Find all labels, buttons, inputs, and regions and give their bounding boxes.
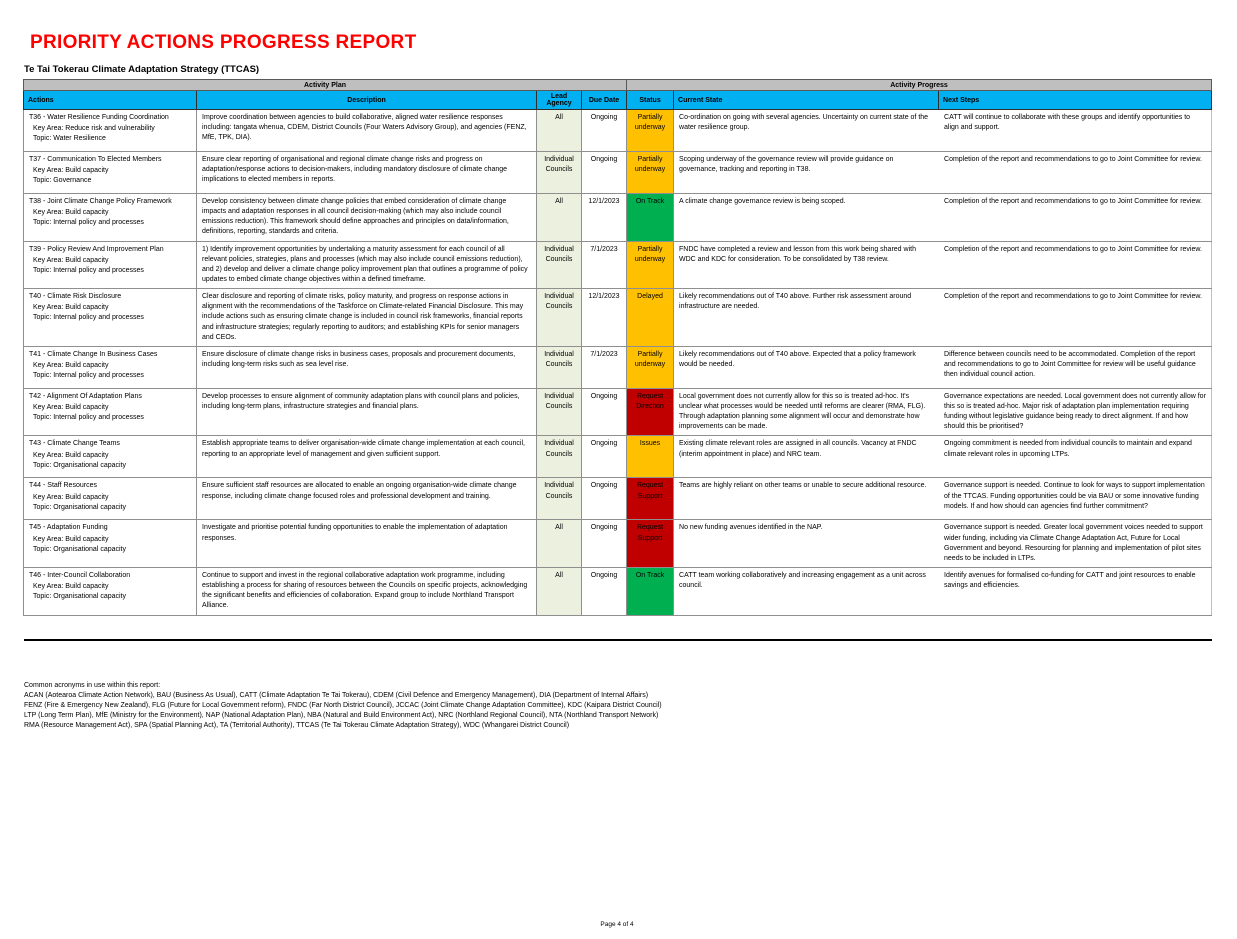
action-cell [24,289,197,347]
action-title: T37 - Communication To Elected Members [29,156,162,163]
status-cell: On Track [627,567,674,615]
next-steps-cell: Difference between councils need to be accommodated. Completion of the report and recommendations to go to Joint Committee for review will be useful guidance then individual council action. [939,346,1212,388]
page-title: PRIORITY ACTIONS PROGRESS REPORT [30,32,417,53]
group-header-activity-plan: Activity Plan [24,80,627,91]
action-cell [24,346,197,388]
status-cell: Delayed [627,289,674,347]
action-topic: Topic: Organisational capacity [33,593,126,601]
action-key-area: Key Area: Build capacity [33,403,109,411]
next-steps-cell: Governance support is needed. Greater local government voices needed to support wider funding, including via Climate Change Adaptation Act, Future for Local Government and beyond. Resourcing for planning and implementation of pilot sites needs to be included in LTPs. [939,520,1212,568]
action-cell [24,194,197,242]
due-date-cell: Ongoing [582,110,627,152]
action-key-area: Key Area: Build capacity [33,583,109,591]
status-cell: Request Support [627,478,674,520]
lead-agency-cell: Individual Councils [537,346,582,388]
next-steps-cell: Completion of the report and recommendations to go to Joint Committee for review. [939,289,1212,347]
action-title: T43 - Climate Change Teams [29,440,120,448]
next-steps-cell: Governance expectations are needed. Local government does not currently allow for this so is treated ad-hoc. Major risk of adaptation plan implementation requiring funding without legislative guidance being ready to direct alignment. If and how should this be prioritised? [939,388,1212,436]
table-bottom-rule-row [24,615,1212,640]
action-key-area: Key Area: Build capacity [33,535,109,543]
acronyms-line: RMA (Resource Management Act), SPA (Spatial Planning Act), TA (Territorial Authority), TTCAS (Te Tai Tokerau Climate Adaptation Strategy), WDC (Whangarei District Council) [24,722,570,730]
column-header-current-state: Current State [674,91,939,110]
description-cell: Continue to support and invest in the regional collaborative adaptation work programme, including establishing a process for sharing of resources between the Councils on specific projects, acknowledging the significant benefits and efficiencies of collaboration. Expand group to include Northland Transport Alliance. [197,567,537,615]
status-cell: On Track [627,194,674,242]
lead-agency-cell: All [537,110,582,152]
table-row [24,436,1212,478]
current-state-cell: A climate change governance review is being scoped. [674,194,939,242]
lead-agency-cell: All [537,567,582,615]
description-cell: Develop processes to ensure alignment of community adaptation plans with council plans and policies, including long-term plans, infrastructure strategies and financial plans. [197,388,537,436]
next-steps-cell: Identify avenues for formalised co-funding for CATT and joint resources to enable savings and efficiencies. [939,567,1212,615]
column-header-lead-agency: Lead Agency [537,91,582,110]
next-steps-cell: Ongoing commitment is needed from individual councils to maintain and expand climate relevant roles in upcoming LTPs. [939,436,1212,478]
current-state-cell: Likely recommendations out of T40 above. Further risk assessment around infrastructure are needed. [674,289,939,347]
action-cell [24,567,197,615]
action-key-area: Key Area: Build capacity [33,256,109,264]
status-cell: Partially underway [627,152,674,194]
table-row [24,194,1212,242]
current-state-cell: No new funding avenues identified in the NAP. [674,520,939,568]
current-state-cell: Co-ordination on going with several agencies. Uncertainty on current state of the water resilience group. [674,110,939,152]
status-cell: Partially underway [627,346,674,388]
description-cell: Develop consistency between climate change policies that embed consideration of climate change impacts and adaptation responses in all council decision-making (which may also include council emissions reduction). This framework should define approaches and principles on data/information, definitions, reporting, standards and criteria. [197,194,537,242]
action-topic: Topic: Organisational capacity [33,545,126,553]
action-title: T38 - Joint Climate Change Policy Framework [29,198,172,205]
action-key-area: Key Area: Build capacity [33,361,109,369]
page-number: Page 4 of 4 [600,921,634,928]
acronyms-note [24,681,1204,731]
action-cell [24,436,197,478]
acronyms-line: LTP (Long Term Plan), MfE (Ministry for the Environment), NAP (National Adaptation Plan), NBA (Natural and Build Environment Act), NRC (Northland Regional Council), NTA (Northland Transport Network) [24,712,659,720]
action-cell [24,388,197,436]
column-header-description: Description [197,91,537,110]
action-topic: Topic: Internal policy and processes [33,314,144,322]
table-row [24,241,1212,289]
group-header-activity-progress: Activity Progress [627,80,1212,91]
lead-agency-cell: Individual Councils [537,241,582,289]
action-topic: Topic: Governance [33,177,92,185]
table-bottom-rule [24,615,1212,640]
column-header-next-steps: Next Steps [939,91,1212,110]
current-state-cell: Teams are highly reliant on other teams or unable to secure additional resource. [674,478,939,520]
acronyms-line: FENZ (Fire & Emergency New Zealand), FLG (Future for Local Government reform), FNDC (Far North District Council), JCCAC (Joint Climate Change Adaptation Committee), KDC (Kaipara District Council) [24,702,662,710]
action-topic: Topic: Internal policy and processes [33,372,144,380]
column-header-status: Status [627,91,674,110]
acronyms-heading: Common acronyms in use within this report: [24,682,161,690]
action-key-area: Key Area: Build capacity [33,167,109,175]
description-cell: Ensure disclosure of climate change risks in business cases, proposals and procurement documents, including long-term risks such as sea level rise. [197,346,537,388]
current-state-cell: FNDC have completed a review and lesson from this work being shared with WDC and KDC for consideration. To be consolidated by T38 review. [674,241,939,289]
action-topic: Topic: Organisational capacity [33,461,126,469]
current-state-cell: Existing climate relevant roles are assigned in all councils. Vacancy at FNDC (interim appointment in place) and NRC team. [674,436,939,478]
description-cell: Ensure clear reporting of organisational and regional climate change risks and progress on adaptation/response actions to decision-makers, including mandatory disclosure of climate change implications to elected members in reports. [197,152,537,194]
due-date-cell: Ongoing [582,567,627,615]
table-row [24,152,1212,194]
table-row [24,520,1212,568]
table-row [24,567,1212,615]
table-body [24,110,1212,616]
description-cell: Ensure sufficient staff resources are allocated to enable an ongoing organisation-wide climate change response, including climate change focused roles and professional development and training. [197,478,537,520]
action-cell [24,478,197,520]
lead-agency-cell: Individual Councils [537,289,582,347]
action-key-area: Key Area: Reduce risk and vulnerability [33,125,155,133]
priority-actions-table [23,79,1212,641]
action-title: T36 - Water Resilience Funding Coordination [29,114,169,121]
status-cell: Request Support [627,520,674,568]
current-state-cell: Scoping underway of the governance review will provide guidance on governance, tracking and reporting in T38. [674,152,939,194]
current-state-cell: Likely recommendations out of T40 above. Expected that a policy framework would be needed. [674,346,939,388]
due-date-cell: 7/1/2023 [582,346,627,388]
next-steps-cell: Completion of the report and recommendations to go to Joint Committee for review. [939,152,1212,194]
table-row [24,110,1212,152]
action-cell [24,241,197,289]
due-date-cell: 7/1/2023 [582,241,627,289]
column-header-due-date: Due Date [582,91,627,110]
description-cell: Investigate and prioritise potential funding opportunities to enable the implementation of adaptation responses. [197,520,537,568]
action-key-area: Key Area: Build capacity [33,304,109,312]
action-cell [24,152,197,194]
status-cell: Issues [627,436,674,478]
action-topic: Topic: Water Resilience [33,135,106,143]
action-title: T39 - Policy Review And Improvement Plan [29,245,164,253]
due-date-cell: Ongoing [582,520,627,568]
action-topic: Topic: Internal policy and processes [33,266,144,274]
status-cell: Partially underway [627,241,674,289]
report-subtitle: Te Tai Tokerau Climate Adaptation Strategy (TTCAS) [24,64,260,75]
status-cell: Partially underway [627,110,674,152]
action-title: T40 - Climate Risk Disclosure [29,293,122,301]
action-title: T41 - Climate Change In Business Cases [29,350,158,358]
action-title: T42 - Alignment Of Adaptation Plans [29,392,142,400]
lead-agency-cell: All [537,520,582,568]
lead-agency-cell: All [537,194,582,242]
column-header-actions: Actions [24,91,197,110]
due-date-cell: Ongoing [582,388,627,436]
lead-agency-cell: Individual Councils [537,152,582,194]
action-key-area: Key Area: Build capacity [33,209,109,217]
action-cell [24,110,197,152]
due-date-cell: Ongoing [582,436,627,478]
next-steps-cell: CATT will continue to collaborate with these groups and identify opportunities to align and support. [939,110,1212,152]
table-row [24,388,1212,436]
group-header-row [24,80,1212,91]
due-date-cell: 12/1/2023 [582,194,627,242]
action-title: T46 - Inter-Council Collaboration [29,571,131,579]
due-date-cell: 12/1/2023 [582,289,627,347]
due-date-cell: Ongoing [582,152,627,194]
next-steps-cell: Governance support is needed. Continue to look for ways to support implementation of the TTCAS. Funding opportunities could be via BAU or some innovative funding models. If and how should can agencies find further commitment? [939,478,1212,520]
description-cell: Improve coordination between agencies to build collaborative, aligned water resilience responses including: tangata whenua, CDEM, District Councils (Four Waters Advisory Group), and agencies (FENZ, MfE, TPK, DIA). [197,110,537,152]
action-title: T45 - Adaptation Funding [29,524,108,532]
action-topic: Topic: Internal policy and processes [33,219,144,227]
action-key-area: Key Area: Build capacity [33,451,109,459]
action-topic: Topic: Organisational capacity [33,503,126,511]
table-row [24,346,1212,388]
description-cell: Clear disclosure and reporting of climate risks, policy maturity, and progress on response actions in alignment with the recommendations of the Taskforce on Climate-related Financial Disclosure. This may include actions such as ensuring climate change is included in council risk frameworks, financial reports and infrastructure strategies; regularly reporting to auditors; and establishing KPIs for senior managers and CEOs. [197,289,537,347]
current-state-cell: CATT team working collaboratively and increasing engagement as a unit across council. [674,567,939,615]
status-cell: Request Direction [627,388,674,436]
action-title: T44 - Staff Resources [29,482,97,490]
column-header-row [24,91,1212,110]
table-row [24,289,1212,347]
description-cell: 1) Identify improvement opportunities by undertaking a maturity assessment for each council of all relevant policies, strategies, plans and processes (which may also include council emissions reduction), and 2) develop and deliver a climate change policy improvement plan that outlines a programme of policy updates to embed climate change objectives within a defined timeframe. [197,241,537,289]
description-cell: Establish appropriate teams to deliver organisation-wide climate change implementation at each council, reporting to an appropriate level of management and given sufficient support. [197,436,537,478]
lead-agency-cell: Individual Councils [537,478,582,520]
table-row [24,478,1212,520]
lead-agency-cell: Individual Councils [537,388,582,436]
lead-agency-cell: Individual Councils [537,436,582,478]
action-cell [24,520,197,568]
action-key-area: Key Area: Build capacity [33,493,109,501]
due-date-cell: Ongoing [582,478,627,520]
action-topic: Topic: Internal policy and processes [33,414,144,422]
current-state-cell: Local government does not currently allow for this so is treated ad-hoc. It's unclear what processes would be needed until reforms are clearer (RMA, FLG). Through adaptation planning some alignment will occur and demonstrate how improvements can be made. [674,388,939,436]
acronyms-line: ACAN (Aotearoa Climate Action Network), BAU (Business As Usual), CATT (Climate Adaptation Te Tai Tokerau), CDEM (Civil Defence and Emergency Management), DIA (Department of Internal Affairs) [24,692,649,700]
next-steps-cell: Completion of the report and recommendations to go to Joint Committee for review. [939,194,1212,242]
next-steps-cell: Completion of the report and recommendations to go to Joint Committee for review. [939,241,1212,289]
